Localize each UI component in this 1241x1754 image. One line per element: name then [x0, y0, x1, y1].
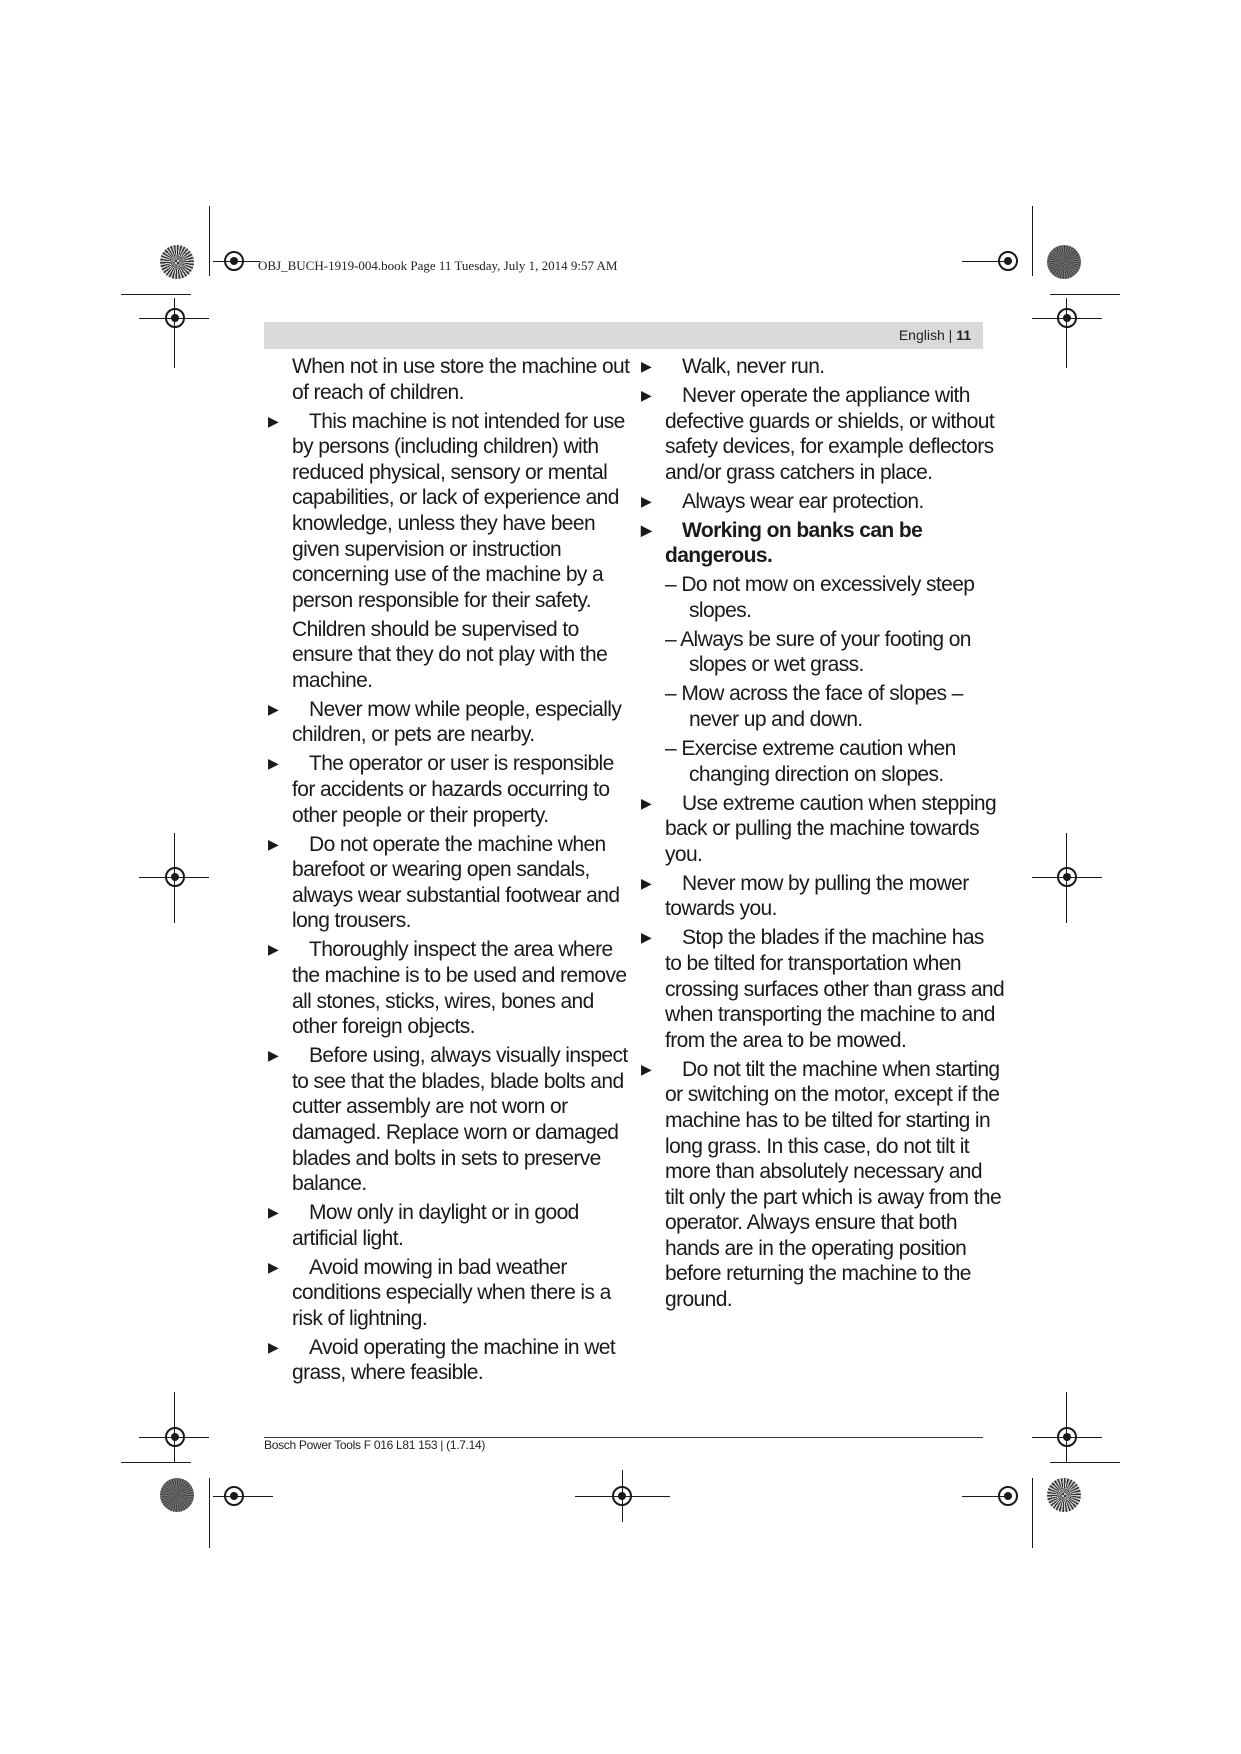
header-label: [899, 327, 971, 343]
safety-bullet-item: ▶ Never mow by pulling the mower towards you.: [665, 871, 1005, 922]
color-registration-icon: [160, 1478, 194, 1512]
safety-bullet-item: ▶ Before using, always visually inspect to see that the blades, blade bolts and cutter assembly are not worn or damaged. Replace worn or damaged blades and bolts in sets to preserve balance.: [292, 1043, 638, 1197]
crop-mark: [1032, 318, 1102, 319]
safety-bullet-item: ▶ Avoid mowing in bad weather conditions especially when there is a risk of lightning.: [292, 1255, 638, 1332]
registration-target-icon: [165, 1427, 185, 1447]
safety-bullet-item: ▶ Stop the blades if the machine has to be tilted for transportation when crossing surfaces other than grass and when transporting the machine to and from the area to be mowed.: [665, 925, 1005, 1053]
page-number: 11: [956, 327, 971, 343]
safety-bullet-item: ▶ Mow only in daylight or in good artificial light.: [292, 1200, 638, 1251]
safety-bullet-item: ▶ Always wear ear protection.: [665, 489, 1005, 515]
registration-target-icon: [224, 251, 244, 271]
crop-mark: [209, 1478, 210, 1548]
registration-target-icon: [998, 251, 1018, 271]
safety-bullet-item: ▶ The operator or user is responsible for accidents or hazards occurring to other people or their property.: [292, 751, 638, 828]
page-header: [264, 322, 983, 349]
registration-target-icon: [1057, 1427, 1077, 1447]
header-language: English: [898, 327, 945, 343]
dash-list-item: – Mow across the face of slopes – never up and down.: [665, 682, 963, 732]
safety-bullet-item: ▶ Use extreme caution when stepping back or pulling the machine towards you.: [665, 791, 1005, 868]
crop-mark: [209, 206, 210, 276]
registration-target-icon: [165, 867, 185, 887]
crop-mark: [1050, 1462, 1120, 1463]
color-registration-icon: [1047, 1478, 1081, 1512]
dash-list-item: – Exercise extreme caution when changing direction on slopes.: [665, 737, 956, 786]
left-column: [292, 354, 638, 1389]
crop-mark: [1050, 294, 1120, 295]
registration-target-icon: [1057, 867, 1077, 887]
print-slug: OBJ_BUCH-1919-004.book Page 11 Tuesday, July 1, 2014 9:57 AM: [258, 258, 618, 273]
dash-list-item: – Always be sure of your footing on slopes or wet grass.: [665, 627, 971, 677]
registration-target-icon: [998, 1486, 1018, 1506]
paragraph: Children should be supervised to ensure that they do not play with the machine.: [292, 617, 608, 692]
color-registration-icon: [1047, 245, 1081, 279]
safety-bullet-item: ▶ This machine is not intended for use by persons (including children) with reduced physical, sensory or mental capabilities, or lack of experience and knowledge, unless they have been given supervision or instruction concerning use of the machine by a person responsible for their safety.: [292, 409, 638, 614]
right-column: [665, 354, 1005, 1316]
crop-mark: [121, 1462, 191, 1463]
safety-bullet-item: ▶ Do not tilt the machine when starting or switching on the motor, except if the machine has to be tilted for starting in long grass. In this case, do not tilt it more than absolutely necessary and tilt only the part which is away from the operator. Always ensure that both hands are in the operating position before returning the machine to the ground.: [665, 1057, 1005, 1313]
safety-bullet-item: ▶ Thoroughly inspect the area where the machine is to be used and remove all stones, sticks, wires, bones and other foreign objects.: [292, 937, 638, 1039]
dash-list-item: – Do not mow on excessively steep slopes.: [665, 573, 975, 622]
crop-mark: [1032, 1478, 1033, 1548]
safety-bullet-item: ▶ Avoid operating the machine in wet grass, where feasible.: [292, 1335, 638, 1386]
safety-bullet-item: ▶ Do not operate the machine when barefoot or wearing open sandals, always wear substantial footwear and long trousers.: [292, 832, 638, 934]
safety-bullet-item: ▶ Working on banks can be dangerous.: [665, 518, 1005, 569]
crop-mark: [139, 318, 209, 319]
color-registration-icon: [160, 245, 194, 279]
registration-target-icon: [612, 1486, 632, 1506]
header-separator: |: [948, 327, 953, 343]
crop-mark: [121, 294, 191, 295]
paragraph: When not in use store the machine out of reach of children.: [292, 355, 630, 404]
safety-bullet-item: ▶ Never mow while people, especially children, or pets are nearby.: [292, 697, 638, 748]
registration-target-icon: [224, 1486, 244, 1506]
safety-bullet-item: ▶ Never operate the appliance with defective guards or shields, or without safety devices, for example deflectors and/or grass catchers in place.: [665, 383, 1005, 485]
page-footer: Bosch Power Tools F 016 L81 153 | (1.7.14): [264, 1438, 486, 1452]
crop-mark: [1032, 206, 1033, 276]
safety-bullet-item: ▶ Walk, never run.: [665, 354, 1005, 380]
